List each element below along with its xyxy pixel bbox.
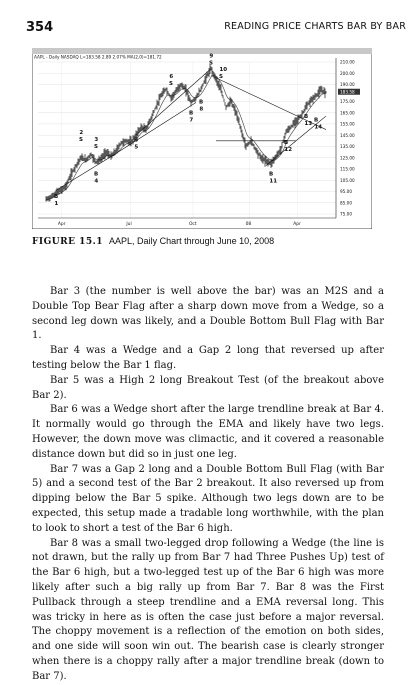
paragraph: Bar 4 was a Wedge and a Gap 2 long that reversed up after testing below the Bar 1 flag.: [32, 345, 384, 371]
bar-marker: B: [134, 137, 139, 144]
bar-number: 7: [189, 117, 194, 124]
bar-marker: S: [79, 137, 83, 144]
price-tick-label: 85.00: [340, 200, 352, 206]
bar-marker: B: [54, 193, 59, 200]
price-tick-label: 210.00: [340, 59, 355, 65]
price-tick-label: 125.00: [340, 155, 355, 161]
last-price-label: 183.58: [340, 89, 355, 95]
bar-number: 11: [269, 178, 278, 185]
price-tick-label: 95.00: [340, 189, 352, 195]
paragraph: Bar 7 was a Gap 2 long and a Double Bottom Bull Flag (with Bar 5) and a second test of the Bar 2 breakout. It also reversed up from dipping below the Bar 5 spike. Although two legs down are to be expected, this setup made a tradable long worthwhile, with the plan to look to short a test of the Bar 6 high.: [32, 463, 384, 534]
figure-label: FIGURE 15.1: [32, 237, 104, 247]
price-tick-label: 175.00: [340, 99, 355, 105]
price-tick-label: 200.00: [340, 70, 355, 76]
price-tick-label: 190.00: [340, 82, 355, 88]
price-tick-label: 75.00: [340, 211, 352, 217]
price-tick-label: 165.00: [340, 110, 355, 116]
bar-marker: B: [94, 171, 99, 178]
chart-svg: [32, 48, 372, 229]
paragraph: Bar 6 was a Wedge short after the large trendline break at Bar 4. It normally would go through the EMA and likely have two legs. However, the down move was climactic, and it covered a reasonable distance down but did so in just one leg.: [32, 404, 384, 460]
date-tick-label: Jul: [126, 222, 132, 227]
date-tick-label: Oct: [188, 222, 197, 227]
date-tick-label: Apr: [57, 222, 66, 227]
bar-number: 8: [199, 106, 204, 113]
running-head: READING PRICE CHARTS BAR BY BAR: [224, 21, 406, 32]
paragraph: Bar 8 was a small two-legged drop following a Wedge (the line is not drawn, but the rally up from Bar 7 had Three Pushes Up) test of the Bar 6 high, but a two-legged test up of the Bar 6 high was more likely after such a big rally up from Bar 7. Bar 8 was the First Pullback through a steep trendline and a EMA reversal long. This was tricky in here as is often the case just before a major reversal. The choppy movement is a reflection of the emotion on both sides, and one side will soon win out. The bearish case is clearly stronger when there is a choppy rally after a major trendline break (down to Bar 7).: [32, 537, 384, 682]
bar-marker: B: [304, 113, 309, 120]
page-number: 354: [26, 20, 54, 35]
bar-marker: S: [209, 60, 213, 67]
date-tick-label: Apr: [293, 222, 301, 227]
bar-number: 6: [169, 73, 174, 80]
price-tick-label: 135.00: [340, 144, 355, 150]
price-tick-label: 115.00: [340, 166, 355, 172]
bar-number: 5: [134, 144, 139, 151]
bar-marker: B: [314, 117, 319, 124]
bar-number: 3: [94, 136, 99, 143]
bar-marker: B: [189, 110, 194, 117]
bar-marker: S: [169, 80, 173, 87]
paragraph: Bar 5 was a High 2 long Breakout Test (of the breakout above Bar 2).: [32, 374, 384, 401]
figure-caption-text: AAPL, Daily Chart through June 10, 2008: [109, 236, 275, 246]
bar-number: 13: [304, 120, 313, 127]
price-tick-label: 105.00: [340, 177, 355, 183]
date-tick-label: 08: [245, 222, 252, 227]
price-tick-label: 155.00: [340, 121, 355, 127]
body-text: [32, 285, 384, 685]
bar-number: 9: [209, 53, 214, 60]
bar-marker: B: [199, 99, 204, 106]
bar-marker: B: [269, 171, 274, 178]
bar-number: 1: [54, 200, 59, 207]
bar-number: 12: [284, 146, 293, 153]
bar-number: 2: [79, 130, 84, 137]
figure-caption: [32, 236, 274, 247]
paragraph: Bar 3 (the number is well above the bar) was an M2S and a Double Top Bear Flag after a sharp down move from a Wedge, so a second leg down was likely, and a Double Bottom Bull Flag with Bar 1.: [32, 286, 384, 342]
price-tick-label: 145.00: [340, 132, 355, 138]
chart-header-text: AAPL - Daily NASDAQ L=183.58 2.89 2.07% MA(2,0)=181.72: [34, 54, 162, 60]
chart-titlebar: [32, 48, 372, 54]
page-header: [26, 20, 406, 36]
bar-number: 10: [219, 67, 228, 74]
bar-marker: S: [94, 143, 98, 150]
bar-number: 14: [314, 124, 323, 131]
chart-frame: [32, 48, 372, 229]
bar-number: 4: [94, 178, 99, 185]
bar-marker: B: [284, 139, 289, 146]
bar-marker: S: [219, 74, 223, 81]
stock-chart: [32, 48, 372, 229]
